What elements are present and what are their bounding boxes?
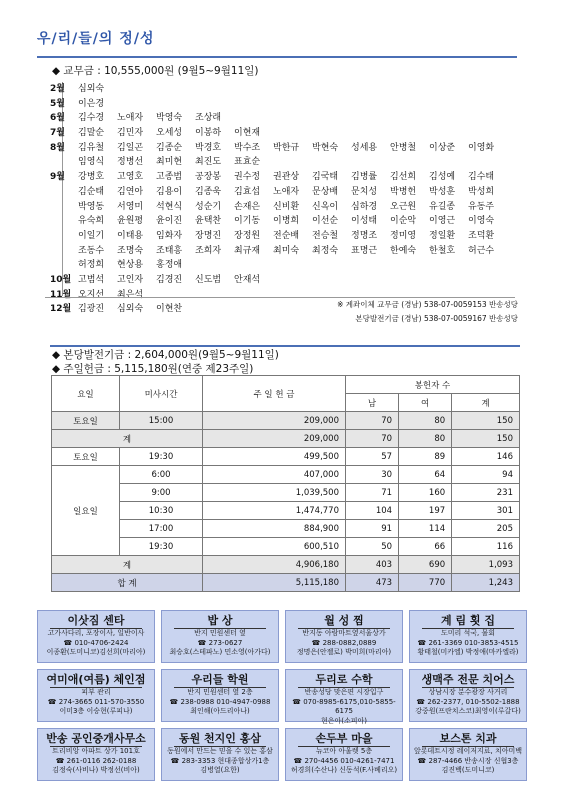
table-row-total: 합 계 5,115,180 473 770 1,243 — [52, 574, 520, 592]
tithe-row — [50, 244, 507, 259]
donor-name: 성순기 — [195, 201, 222, 212]
donor-name: 강병호 — [78, 172, 105, 183]
donor-name: 김성예 — [429, 172, 456, 183]
donor-name: 한예숙 — [390, 245, 417, 256]
ad-line: ☎ 261-3369 010-3853-4515 — [417, 638, 519, 647]
ad-line: 현은아(소피아) — [320, 716, 368, 725]
donor-name: 안재석 — [234, 274, 261, 285]
header-male: 남 — [346, 394, 399, 412]
donor-name: 전순배 — [273, 230, 300, 241]
table-row: 10:30 1,474,770 104 197 301 — [52, 502, 520, 520]
ad-box — [409, 669, 527, 722]
donor-name: 김선희 — [390, 172, 417, 183]
ad-line: 황태철(미카엘) 박정애(마카엘라) — [417, 648, 519, 656]
tithe-row — [50, 273, 507, 288]
donor-name: 노애자 — [117, 113, 144, 124]
ad-box — [37, 728, 155, 781]
tithe-row — [50, 82, 507, 97]
ad-title: 생맥주 전문 치어스 — [421, 673, 515, 686]
donor-name: 정미영 — [390, 230, 417, 241]
donor-name: 정명조 — [351, 230, 378, 241]
ad-line: ☎ 273-0627 — [197, 638, 243, 647]
donor-name: 박수조 — [234, 142, 261, 153]
donor-name: 고종범 — [156, 172, 183, 183]
donor-name: 이은경 — [78, 98, 105, 109]
tithe-month: 10월 — [50, 274, 72, 285]
donor-name: 고인자 — [117, 274, 144, 285]
ad-line: 허경희(수산나) 신동석(F.사베리오) — [290, 766, 398, 774]
donor-name: 김용이 — [156, 186, 183, 197]
ad-title: 밥 상 — [207, 614, 233, 627]
donor-name: 한철호 — [429, 245, 456, 256]
donor-name: 이현찬 — [156, 304, 183, 315]
table-row: 계 209,000 70 80 150 — [52, 430, 520, 448]
donor-name: 김광진 — [78, 304, 105, 315]
donor-name: 권수정 — [234, 172, 261, 183]
donor-name: 손재은 — [234, 201, 261, 212]
donor-name: 조태흥 — [156, 245, 183, 256]
donor-name: 허정희 — [78, 260, 105, 271]
donor-name: 정일환 — [429, 230, 456, 241]
donor-name: 심외숙 — [117, 304, 144, 315]
donor-name: 석현식 — [156, 201, 183, 212]
ad-line: 동원에서 만드는 믿을 수 있는 홍삼 — [167, 747, 273, 755]
header-female: 여 — [399, 394, 452, 412]
ad-line: 반지동 아람마트옆서울상가 — [302, 629, 386, 637]
donor-name: 최규재 — [234, 245, 261, 256]
tithe-month — [50, 214, 78, 229]
tithe-month: 5월 — [50, 98, 65, 109]
ad-title: 동원 천지인 홍삼 — [178, 732, 262, 745]
diamond-icon: ◆ — [52, 65, 61, 77]
donor-name: 이현재 — [234, 128, 261, 139]
donor-name: 박병헌 — [390, 186, 417, 197]
donor-name: 이영화 — [468, 142, 495, 153]
donor-name: 문치성 — [351, 186, 378, 197]
donor-name: 박현숙 — [312, 142, 339, 153]
tithe-month — [50, 155, 78, 170]
tithe-month — [50, 229, 78, 244]
table-row: 17:00 884,900 91 114 205 — [52, 520, 520, 538]
donor-name: 박성희 — [468, 186, 495, 197]
donor-name: 김수태 — [468, 172, 495, 183]
donor-name: 박성훈 — [429, 186, 456, 197]
ad-title: 계 림 횟 집 — [441, 614, 495, 627]
ad-line: ☎ 238-0988 010-4947-0988 — [169, 697, 271, 706]
ad-line: 최승호(스테파노) 민소영(아가다) — [169, 648, 271, 656]
donor-name: 안병철 — [390, 142, 417, 153]
donor-name: 이성태 — [351, 216, 378, 227]
ad-line: 반지 민원센터 옆 — [194, 629, 246, 637]
donor-name: 고범석 — [78, 274, 105, 285]
header-time: 미사시간 — [120, 376, 203, 412]
donor-name: 이병희 — [273, 216, 300, 227]
tithe-row — [50, 170, 507, 185]
ad-box — [37, 669, 155, 722]
donor-name: 표효순 — [234, 157, 261, 168]
donor-name: 박영동 — [78, 201, 105, 212]
donor-name: 김민자 — [117, 128, 144, 139]
tithe-month: 8월 — [50, 142, 65, 153]
table-row: 9:00 1,039,500 71 160 231 — [52, 484, 520, 502]
donor-name: 권관상 — [273, 172, 300, 183]
donor-name: 이봉하 — [195, 128, 222, 139]
donor-name: 김국태 — [312, 172, 339, 183]
tithe-row — [50, 200, 507, 215]
ad-box — [285, 610, 403, 663]
donor-name: 장명진 — [195, 230, 222, 241]
tithe-month: 7월 — [50, 128, 65, 139]
donor-name: 성세용 — [351, 142, 378, 153]
collection-table — [51, 375, 520, 592]
donor-name: 이선순 — [312, 216, 339, 227]
donor-name: 유동주 — [468, 201, 495, 212]
ad-line: ☎ 274-3665 011-570-3550 — [47, 697, 145, 706]
ad-line: 피부 관리 — [81, 688, 111, 696]
donor-name: 오세성 — [156, 128, 183, 139]
table-row: 토요일 15:00 209,000 70 80 150 — [52, 412, 520, 430]
donor-name: 이일기 — [78, 230, 105, 241]
tithe-month: 2월 — [50, 84, 65, 94]
tithe-row — [50, 97, 507, 112]
donor-name: 임영식 — [78, 157, 105, 168]
donor-name: 김순태 — [78, 186, 105, 197]
donor-name: 윤택찬 — [195, 216, 222, 227]
ad-box — [161, 610, 279, 663]
diamond-icon: ◆ — [52, 363, 61, 375]
donor-name: 김수경 — [78, 113, 105, 124]
donor-name: 박영숙 — [156, 113, 183, 124]
donor-name: 최미현 — [156, 157, 183, 168]
ad-line: ☎ 070-8985-6175,010-5855-6175 — [292, 697, 396, 715]
ad-box — [161, 669, 279, 722]
donor-name: 김연아 — [117, 186, 144, 197]
ad-line: 김진백(도미니코) — [441, 766, 495, 774]
tithe-total: 교무금 : 10,555,000원 (9월5~9월11일) — [63, 65, 259, 77]
account-note-1: ※ 계좌이체 교무금 (경남) 538-07-0059153 반송성당 — [337, 300, 518, 309]
table-row: 토요일 19:30 499,500 57 89 146 — [52, 448, 520, 466]
account-note-2: 본당발전기금 (경남) 538-07-0059167 반송성당 — [355, 314, 518, 323]
donor-name: 이기동 — [234, 216, 261, 227]
header-people: 봉헌자 수 — [346, 376, 520, 394]
ad-line: 반지 민원센터 옆 2층 — [187, 688, 253, 696]
ad-line: 김병열(요한) — [200, 766, 240, 774]
donor-name: 최미숙 — [273, 245, 300, 256]
ad-box — [37, 610, 155, 663]
tithe-row — [50, 229, 507, 244]
donor-name: 김효섭 — [234, 186, 261, 197]
tithe-row — [50, 111, 507, 126]
ad-line: 정명은(안젤로) 박미희(마리아) — [296, 648, 392, 656]
tithe-row — [50, 258, 507, 273]
donor-name: 최진도 — [195, 157, 222, 168]
donor-name: 김병률 — [351, 172, 378, 183]
tithe-month — [50, 185, 78, 200]
ad-line: ☎ 262-2377, 010-5502-1888 — [416, 697, 520, 706]
tithe-month: 11월 — [50, 289, 72, 300]
header-amount: 주 일 헌 금 — [203, 376, 346, 412]
table-row: 일요일 6:00 407,000 30 64 94 — [52, 466, 520, 484]
donor-name: 김일곤 — [117, 142, 144, 153]
tithe-month: 9월 — [50, 172, 65, 183]
tithe-month — [50, 200, 78, 215]
donor-name: 이태용 — [117, 230, 144, 241]
ad-line: 이미3층 이승현(루피나) — [59, 707, 133, 715]
donor-name: 박한규 — [273, 142, 300, 153]
donor-name: 유길종 — [429, 201, 456, 212]
tithe-month — [50, 244, 78, 259]
donor-name: 신도범 — [195, 274, 222, 285]
title-underline — [37, 56, 517, 58]
diamond-icon: ◆ — [52, 349, 61, 361]
donor-name: 박경호 — [195, 142, 222, 153]
donor-name: 조명숙 — [117, 245, 144, 256]
donor-name: 신비환 — [273, 201, 300, 212]
tithe-heading — [52, 63, 259, 78]
donor-name: 유숙희 — [78, 216, 105, 227]
tithe-month — [50, 258, 78, 273]
ad-box — [285, 728, 403, 781]
donor-name: 심외숙 — [78, 84, 105, 94]
donor-name: 오근원 — [390, 201, 417, 212]
ad-box — [161, 728, 279, 781]
tithe-row — [50, 155, 507, 170]
collection-heading: ◆ 주일헌금 : 5,115,180원(연중 제23주일) — [52, 363, 254, 375]
donor-name: 공장봉 — [195, 172, 222, 183]
ad-title: 여미애(여름) 체인점 — [46, 673, 146, 686]
ad-line: ☎ 283-3353 현대종합상가1층 — [170, 756, 270, 765]
ad-line: ☎ 288-0882,0889 — [311, 638, 377, 647]
ad-line: ☎ 261-0116 262-0188 — [55, 756, 137, 765]
header-total: 계 — [452, 394, 520, 412]
donor-name: 정병선 — [117, 157, 144, 168]
tithe-row — [50, 185, 507, 200]
donor-name: 이영근 — [429, 216, 456, 227]
donor-name: 최정숙 — [312, 245, 339, 256]
donor-name: 이영숙 — [468, 216, 495, 227]
donor-name: 심하경 — [351, 201, 378, 212]
fund-heading: ◆ 본당발전기금 : 2,604,000원(9월5~9월11일) — [52, 349, 279, 361]
ad-line: 트리비앙 아파트 상가 101호 — [52, 747, 140, 755]
donor-name: 윤원평 — [117, 216, 144, 227]
ad-box — [409, 610, 527, 663]
ad-line: 반송성당 맞은편 시장입구 — [304, 688, 384, 696]
donor-name: 고영호 — [117, 172, 144, 183]
ad-title: 두리로 수학 — [315, 673, 373, 686]
ad-title: 보스톤 치과 — [439, 732, 497, 745]
ad-title: 월 성 찜 — [324, 614, 364, 627]
ad-title: 이삿짐 센타 — [67, 614, 125, 627]
tithe-month: 6월 — [50, 113, 65, 124]
donor-name: 홍정애 — [156, 260, 183, 271]
ad-line: 강중원(프란치스코)최영이(루갈다) — [415, 707, 521, 715]
table-row: 19:30 600,510 50 66 116 — [52, 538, 520, 556]
donor-name: 윤이진 — [156, 216, 183, 227]
tithe-row — [50, 126, 507, 141]
donor-name: 조희자 — [195, 245, 222, 256]
table-row: 계 4,906,180 403 690 1,093 — [52, 556, 520, 574]
donor-name: 조동수 — [78, 245, 105, 256]
donor-name: 김유철 — [78, 142, 105, 153]
ad-line: ☎ 010-4706-2424 — [63, 638, 129, 647]
donor-name: 김경진 — [156, 274, 183, 285]
donor-name: 최은석 — [117, 289, 144, 300]
ad-line: 도미리 석국, 물회 — [440, 629, 495, 637]
donor-name: 김말순 — [78, 128, 105, 139]
donor-name: 조덕환 — [468, 230, 495, 241]
donor-name: 신옥이 — [312, 201, 339, 212]
ad-title: 우리들 학원 — [191, 673, 249, 686]
donor-name: 김종순 — [156, 142, 183, 153]
ad-box — [285, 669, 403, 725]
page-title: 우/리/들/의 정/성 — [37, 31, 155, 47]
donor-name: 전승철 — [312, 230, 339, 241]
donor-name: 표명근 — [351, 245, 378, 256]
donor-name: 서영미 — [117, 201, 144, 212]
ad-line: 최인해(아드리아나) — [190, 707, 250, 715]
ad-title: 반송 공인중개사무소 — [46, 732, 146, 745]
ad-line: 상남시장 분수광장 사거리 — [428, 688, 508, 696]
donor-name: 장정원 — [234, 230, 261, 241]
donor-name: 이상준 — [429, 142, 456, 153]
donor-name: 임화자 — [156, 230, 183, 241]
ad-title: 손두부 마을 — [315, 732, 373, 745]
ad-line: 김정숙(사비나) 박정선(비아) — [52, 766, 140, 774]
donor-name: 조상래 — [195, 113, 222, 124]
header-day: 요일 — [52, 376, 120, 412]
donor-name: 현상용 — [117, 260, 144, 271]
tithe-row — [50, 214, 507, 229]
donor-name: 이순악 — [390, 216, 417, 227]
ad-line: ☎ 270-4456 010-4261-7471 — [293, 756, 395, 765]
tithe-row — [50, 141, 507, 156]
ad-line: 고가사다리, 포장이사, 일반이사 — [47, 629, 145, 637]
ad-line: ☎ 287-4466 반송시장 신협3층 — [417, 756, 519, 765]
donor-name: 문상배 — [312, 186, 339, 197]
ad-box — [409, 728, 527, 781]
donor-name: 허근수 — [468, 245, 495, 256]
donor-name: 오지선 — [78, 289, 105, 300]
donor-name: 노애자 — [273, 186, 300, 197]
ad-line: 이종환(도미니코)김선희(마리아) — [46, 648, 146, 656]
tithe-names-list — [50, 82, 507, 317]
tithe-month: 12월 — [50, 304, 72, 315]
donor-name: 김종욱 — [195, 186, 222, 197]
ad-line: 앞롯데트시정 레이저지료, 치아미백 — [413, 747, 523, 755]
ad-line: 뉴코아 아울렛 5층 — [315, 747, 373, 755]
